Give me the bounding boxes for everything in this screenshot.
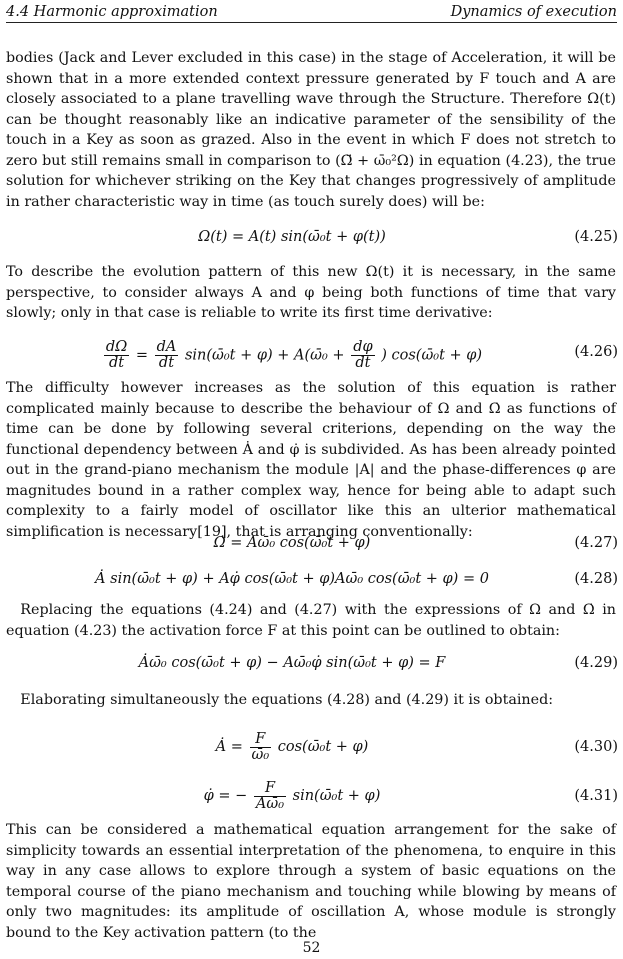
equation-expression: Ȧ = $\frac{F}{\text{ω̄₀}}$ cos(ω̄₀t + φ) [215, 730, 369, 763]
paragraph-5: Elaborating simultaneously the equations (4.28) and (4.29) it is obtained: [20, 692, 554, 708]
equation-number: (4.26) [574, 344, 618, 360]
equation-number: (4.31) [574, 788, 618, 804]
header-chapter-title: Dynamics of execution [450, 4, 617, 20]
equation-4-27 [6, 531, 618, 555]
equation-expression: φ̇ = − $\frac{F}{\text{Aω̄₀}}$ sin(ω̄₀t + φ) [203, 779, 381, 812]
equation-number: (4.28) [574, 571, 618, 587]
equation-4-30 [6, 730, 618, 764]
equation-4-28 [6, 567, 618, 591]
page-number: 52 [302, 940, 321, 956]
fraction-dOmega-dt: $\frac{d\Omega}{dt}$ [105, 339, 128, 371]
equation-number: (4.27) [574, 535, 618, 551]
equation-4-31 [6, 779, 618, 813]
running-header [6, 2, 617, 23]
equation-expression: Ω̇ = Aω̄₀ cos(ω̄₀t + φ) [213, 535, 371, 551]
equation-4-26 [6, 339, 618, 371]
paragraph-2: To describe the evolution pattern of this new Ω(t) it is necessary, in the same perspective, to consider always A and φ being both functions of time that vary slowly; only in that case is reliable to write its first time derivative: [6, 264, 616, 321]
equation-expression: $\frac{d\Omega}{dt}$ = $\frac{dA}{dt}$ sin(ω̄₀t + φ) + A(ω̄₀ + $\frac{d\varphi}{dt}$ ) cos(ω̄₀t + φ) [105, 339, 483, 371]
fraction-F-A-omega: $\frac{F}{\text{Aω̄₀}}$ [255, 779, 285, 812]
paragraph-4: Replacing the equations (4.24) and (4.27) with the expressions of Ω and Ω̇ in equation (4.23) the activation force F at this point can be outlined to obtain: [6, 602, 616, 639]
fraction-dA-dt: $\frac{dA}{dt}$ [156, 339, 177, 371]
paragraph-1: bodies (Jack and Lever excluded in this case) in the stage of Acceleration, it will be shown that in a more extended context pressure generated by F touch and A are closely associated to a plane travelling wave through the Structure. Therefore Ω(t) can be thought reasonably like an indicative parameter of the sensibility of the touch in a Key as soon as grazed. Also in the event in which F does not stretch to zero but still remains small in comparison to (Ω̈ + ω̄₀²Ω) in equation (4.23), the true solution for whichever striking on the Key that changes progressively of amplitude in rather characteristic way in time (as touch surely does) will be: [6, 50, 616, 210]
fraction-dphi-dt: $\frac{d\varphi}{dt}$ [353, 339, 373, 371]
equation-expression: Ȧ sin(ω̄₀t + φ) + Aφ̇ cos(ω̄₀t + φ)Aω̄₀ cos(ω̄₀t + φ) = 0 [95, 571, 489, 587]
paragraph-6: This can be considered a mathematical equation arrangement for the sake of simplicity towards an essential interpretation of the phenomena, to enquire in this way in any case allows to explore through a system of basic equations on the temporal course of the piano mechanism and touching while blowing by means of only two magnitudes: its amplitude of oscillation A, whose module is strongly bound to the Key activation pattern (to the [6, 822, 616, 941]
equation-expression: Ω(t) = A(t) sin(ω̄₀t + φ(t)) [198, 229, 386, 245]
paragraph-3: The difficulty however increases as the solution of this equation is rather complicated mainly because to describe the behaviour of Ω and Ω̇ as functions of time can be done by following several criterions, depending on the way the functional dependency between Ȧ and φ̇ is subdivided. As has been already pointed out in the grand-piano mechanism the module |A| and the phase-differences φ are magnitudes bound in a rather complex way, hence for being able to adapt such complexity to a fairly model of oscillator like this an ulterior mathematical simplification is necessary[19], that is arranging conventionally: [6, 380, 616, 540]
header-section-title: 4.4 Harmonic approximation [6, 4, 218, 20]
equation-number: (4.25) [574, 229, 618, 245]
equation-4-25 [6, 225, 618, 249]
equation-expression: Ȧω̄₀ cos(ω̄₀t + φ) − Aω̄₀φ̇ sin(ω̄₀t + φ) = F [138, 655, 446, 671]
equation-4-29 [6, 651, 618, 675]
equation-number: (4.29) [574, 655, 618, 671]
fraction-F-omega: $\frac{F}{\text{ω̄₀}}$ [251, 730, 270, 763]
equation-number: (4.30) [574, 739, 618, 755]
